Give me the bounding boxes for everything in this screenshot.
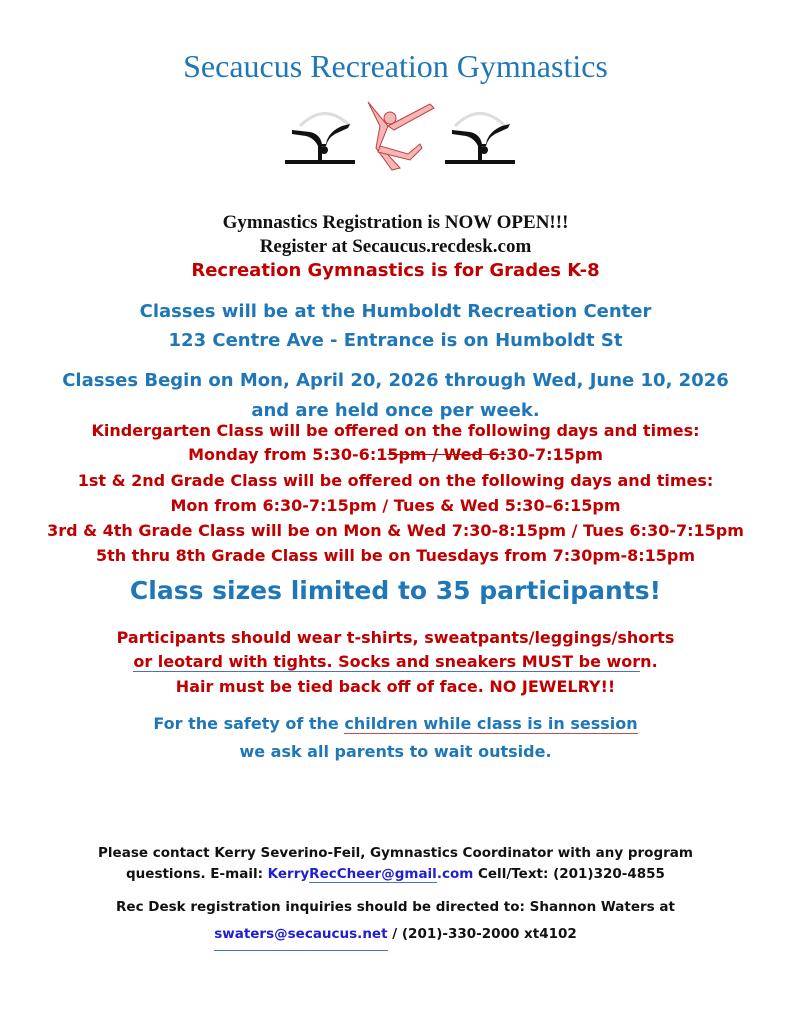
safety-line-1-end: children while class is in session bbox=[344, 714, 638, 733]
attire-line-2-end: n. bbox=[640, 652, 658, 671]
gymnasts-illustration bbox=[280, 96, 520, 176]
contact-line-1: Please contact Kerry Severino-Feil, Gymnastics Coordinator with any program bbox=[98, 845, 693, 861]
kindergarten-heading: Kindergarten Class will be offered on the following days and times: bbox=[91, 421, 700, 440]
right-gymnast-icon bbox=[445, 114, 515, 165]
k-times-strike: 5pm / Wed 6: bbox=[387, 445, 507, 464]
contact-phone: Cell/Text: (201)320-4855 bbox=[473, 866, 665, 882]
center-gymnast-icon bbox=[368, 102, 434, 170]
email-part-1: Kerry bbox=[267, 866, 310, 882]
grade-5-8-times: 5th thru 8th Grade Class will be on Tuesdays from 7:30pm-8:15pm bbox=[95, 546, 696, 565]
safety-line-1-start: For the safety of the bbox=[153, 714, 345, 733]
grade-1-2-times: Mon from 6:30-7:15pm / Tues & Wed 5:30–6:15pm bbox=[170, 496, 621, 515]
registration-open: Gymnastics Registration is NOW OPEN!!! bbox=[222, 212, 569, 233]
safety-line-1 bbox=[0, 714, 791, 733]
recdesk-phone: / (201)-330-2000 xt4102 bbox=[387, 926, 577, 942]
dates-line-2: and are held once per week. bbox=[251, 400, 540, 421]
contact-email-label: questions. E-mail: bbox=[126, 866, 268, 882]
recdesk-line: Rec Desk registration inquiries should be directed to: Shannon Waters at bbox=[116, 899, 675, 915]
recdesk-email-link[interactable]: swaters@secaucus.net bbox=[214, 926, 387, 951]
attire-line-3: Hair must be tied back off of face. NO JEWELRY!! bbox=[175, 677, 616, 696]
k-times-end: 30-7:15pm bbox=[506, 445, 603, 464]
email-part-2: RecCheer@gmail bbox=[309, 866, 437, 882]
registration-site: Register at Secaucus.recdesk.com bbox=[259, 236, 532, 257]
grades-note: Recreation Gymnastics is for Grades K-8 bbox=[191, 260, 600, 281]
contact-line-2 bbox=[0, 866, 791, 882]
location-line-2: 123 Centre Ave - Entrance is on Humboldt St bbox=[168, 330, 623, 351]
class-size-note: Class sizes limited to 35 participants! bbox=[129, 576, 662, 605]
grade-3-4-times: 3rd & 4th Grade Class will be on Mon & Wed 7:30-8:15pm / Tues 6:30-7:15pm bbox=[47, 521, 744, 540]
k-times-start: Monday from 5:30-6:1 bbox=[188, 445, 388, 464]
grade-1-2-heading: 1st & 2nd Grade Class will be offered on the following days and times: bbox=[77, 471, 714, 490]
left-gymnast-icon bbox=[285, 114, 355, 165]
attire-line-2-start: or leotard with tights. Socks and sneakers MUST be wor bbox=[133, 652, 641, 671]
attire-line-2 bbox=[0, 652, 791, 671]
safety-line-2: we ask all parents to wait outside. bbox=[239, 742, 552, 761]
page-title: Secaucus Recreation Gymnastics bbox=[183, 48, 608, 84]
recdesk-contact bbox=[0, 926, 791, 942]
attire-line-1: Participants should wear t-shirts, sweatpants/leggings/shorts bbox=[116, 628, 675, 647]
contact-email-link[interactable] bbox=[268, 866, 474, 883]
dates-line-1: Classes Begin on Mon, April 20, 2026 through Wed, June 10, 2026 bbox=[62, 370, 729, 391]
email-part-3: .com bbox=[436, 866, 474, 882]
kindergarten-times bbox=[0, 445, 791, 464]
location-line-1: Classes will be at the Humboldt Recreation Center bbox=[139, 301, 652, 322]
